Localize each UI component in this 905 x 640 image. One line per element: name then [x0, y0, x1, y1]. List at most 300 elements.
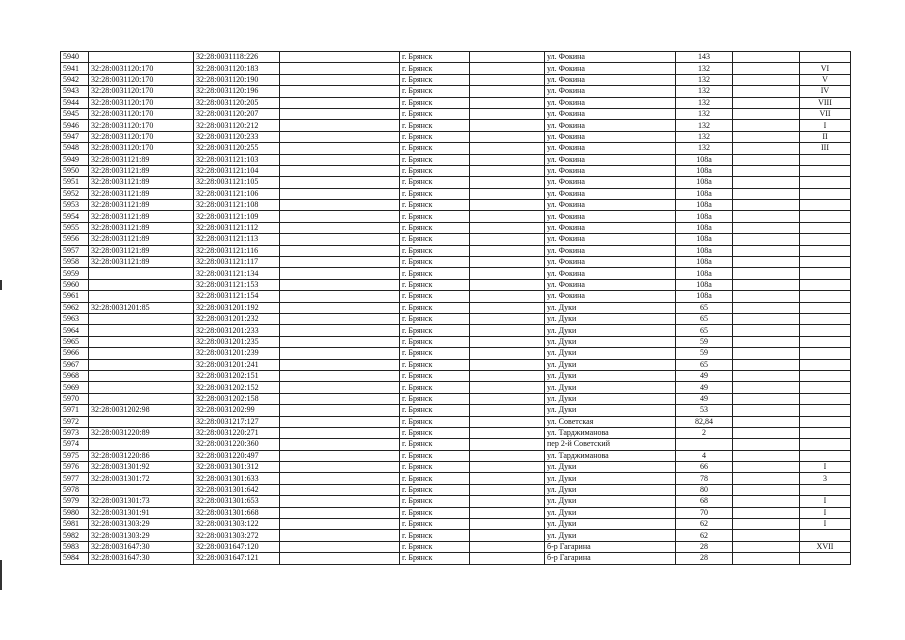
- parent-cadastral-number-cell: 32:28:0031121:89: [89, 211, 194, 222]
- blank-col-cell: [280, 519, 400, 530]
- street-cell: б-р Гагарина: [545, 553, 676, 564]
- city-cell: г. Брянск: [400, 507, 470, 518]
- street-cell: ул. Фокина: [545, 257, 676, 268]
- table-row: [61, 63, 851, 74]
- blank-col-cell: [470, 86, 545, 97]
- blank-col-cell: [733, 553, 800, 564]
- house-number-cell: 62: [676, 530, 733, 541]
- register-table: [60, 51, 851, 565]
- blank-col-cell: [470, 382, 545, 393]
- apartment-number-cell: [800, 165, 851, 176]
- apartment-number-cell: V: [800, 74, 851, 85]
- parent-cadastral-number-cell: 32:28:0031301:72: [89, 473, 194, 484]
- parent-cadastral-number-cell: 32:28:0031303:29: [89, 530, 194, 541]
- street-cell: ул. Дуки: [545, 348, 676, 359]
- table-row: [61, 348, 851, 359]
- blank-col-cell: [470, 336, 545, 347]
- house-number-cell: 132: [676, 120, 733, 131]
- blank-col-cell: [733, 313, 800, 324]
- blank-col-cell: [470, 52, 545, 63]
- cadastral-number-cell: 32:28:0031220:497: [194, 450, 280, 461]
- city-cell: г. Брянск: [400, 131, 470, 142]
- cadastral-number-cell: 32:28:0031301:653: [194, 496, 280, 507]
- cadastral-number-cell: 32:28:0031121:105: [194, 177, 280, 188]
- city-cell: г. Брянск: [400, 405, 470, 416]
- parent-cadastral-number-cell: [89, 279, 194, 290]
- blank-col-cell: [280, 427, 400, 438]
- blank-col-cell: [470, 359, 545, 370]
- row-number-cell: 5959: [61, 268, 89, 279]
- blank-col-cell: [470, 74, 545, 85]
- city-cell: г. Брянск: [400, 519, 470, 530]
- blank-col-cell: [470, 405, 545, 416]
- parent-cadastral-number-cell: [89, 313, 194, 324]
- table-row: [61, 496, 851, 507]
- street-cell: ул. Фокина: [545, 154, 676, 165]
- blank-col-cell: [733, 541, 800, 552]
- house-number-cell: 108а: [676, 291, 733, 302]
- city-cell: г. Брянск: [400, 97, 470, 108]
- apartment-number-cell: [800, 393, 851, 404]
- blank-col-cell: [470, 108, 545, 119]
- street-cell: ул. Фокина: [545, 177, 676, 188]
- blank-col-cell: [733, 143, 800, 154]
- house-number-cell: [676, 439, 733, 450]
- street-cell: ул. Фокина: [545, 74, 676, 85]
- table-row: [61, 541, 851, 552]
- parent-cadastral-number-cell: 32:28:0031120:170: [89, 131, 194, 142]
- apartment-number-cell: [800, 450, 851, 461]
- row-number-cell: 5980: [61, 507, 89, 518]
- city-cell: г. Брянск: [400, 530, 470, 541]
- street-cell: ул. Дуки: [545, 519, 676, 530]
- cadastral-number-cell: 32:28:0031121:109: [194, 211, 280, 222]
- city-cell: г. Брянск: [400, 143, 470, 154]
- house-number-cell: 53: [676, 405, 733, 416]
- apartment-number-cell: [800, 245, 851, 256]
- blank-col-cell: [470, 154, 545, 165]
- cadastral-number-cell: 32:28:0031201:241: [194, 359, 280, 370]
- city-cell: г. Брянск: [400, 52, 470, 63]
- house-number-cell: 143: [676, 52, 733, 63]
- blank-col-cell: [470, 530, 545, 541]
- blank-col-cell: [280, 154, 400, 165]
- blank-col-cell: [470, 120, 545, 131]
- blank-col-cell: [733, 348, 800, 359]
- street-cell: ул. Фокина: [545, 120, 676, 131]
- blank-col-cell: [470, 222, 545, 233]
- table-row: [61, 188, 851, 199]
- house-number-cell: 59: [676, 336, 733, 347]
- street-cell: ул. Фокина: [545, 188, 676, 199]
- apartment-number-cell: [800, 325, 851, 336]
- blank-col-cell: [470, 348, 545, 359]
- table-row: [61, 325, 851, 336]
- blank-col-cell: [280, 177, 400, 188]
- apartment-number-cell: [800, 234, 851, 245]
- city-cell: г. Брянск: [400, 302, 470, 313]
- blank-col-cell: [280, 131, 400, 142]
- city-cell: г. Брянск: [400, 439, 470, 450]
- cadastral-number-cell: 32:28:0031120:205: [194, 97, 280, 108]
- cadastral-number-cell: 32:28:0031647:121: [194, 553, 280, 564]
- row-number-cell: 5947: [61, 131, 89, 142]
- blank-col-cell: [470, 143, 545, 154]
- row-number-cell: 5981: [61, 519, 89, 530]
- house-number-cell: 132: [676, 131, 733, 142]
- apartment-number-cell: XVII: [800, 541, 851, 552]
- blank-col-cell: [280, 200, 400, 211]
- city-cell: г. Брянск: [400, 541, 470, 552]
- row-number-cell: 5973: [61, 427, 89, 438]
- cadastral-number-cell: 32:28:0031121:117: [194, 257, 280, 268]
- row-number-cell: 5962: [61, 302, 89, 313]
- apartment-number-cell: II: [800, 131, 851, 142]
- blank-col-cell: [470, 188, 545, 199]
- cadastral-number-cell: 32:28:0031202:151: [194, 370, 280, 381]
- row-number-cell: 5958: [61, 257, 89, 268]
- blank-col-cell: [470, 553, 545, 564]
- row-number-cell: 5944: [61, 97, 89, 108]
- apartment-number-cell: [800, 268, 851, 279]
- cadastral-number-cell: 32:28:0031217:127: [194, 416, 280, 427]
- parent-cadastral-number-cell: 32:28:0031647:30: [89, 553, 194, 564]
- blank-col-cell: [280, 484, 400, 495]
- blank-col-cell: [470, 302, 545, 313]
- parent-cadastral-number-cell: 32:28:0031120:170: [89, 86, 194, 97]
- street-cell: ул. Дуки: [545, 359, 676, 370]
- parent-cadastral-number-cell: 32:28:0031121:89: [89, 245, 194, 256]
- table-row: [61, 473, 851, 484]
- blank-col-cell: [280, 348, 400, 359]
- cadastral-number-cell: 32:28:0031121:106: [194, 188, 280, 199]
- house-number-cell: 108а: [676, 279, 733, 290]
- street-cell: ул. Дуки: [545, 325, 676, 336]
- parent-cadastral-number-cell: [89, 439, 194, 450]
- blank-col-cell: [470, 496, 545, 507]
- table-row: [61, 154, 851, 165]
- blank-col-cell: [470, 291, 545, 302]
- house-number-cell: 108а: [676, 177, 733, 188]
- row-number-cell: 5960: [61, 279, 89, 290]
- blank-col-cell: [733, 177, 800, 188]
- blank-col-cell: [280, 530, 400, 541]
- house-number-cell: 132: [676, 86, 733, 97]
- apartment-number-cell: [800, 279, 851, 290]
- blank-col-cell: [470, 234, 545, 245]
- blank-col-cell: [280, 279, 400, 290]
- city-cell: г. Брянск: [400, 74, 470, 85]
- house-number-cell: 70: [676, 507, 733, 518]
- blank-col-cell: [280, 302, 400, 313]
- blank-col-cell: [470, 393, 545, 404]
- blank-col-cell: [733, 519, 800, 530]
- street-cell: ул. Дуки: [545, 302, 676, 313]
- street-cell: ул. Дуки: [545, 496, 676, 507]
- blank-col-cell: [280, 507, 400, 518]
- blank-col-cell: [733, 370, 800, 381]
- blank-col-cell: [470, 131, 545, 142]
- street-cell: ул. Дуки: [545, 370, 676, 381]
- cadastral-number-cell: 32:28:0031220:360: [194, 439, 280, 450]
- street-cell: ул. Фокина: [545, 52, 676, 63]
- page-edge-mark: [0, 280, 2, 290]
- blank-col-cell: [470, 462, 545, 473]
- table-row: [61, 234, 851, 245]
- house-number-cell: 28: [676, 541, 733, 552]
- house-number-cell: 65: [676, 359, 733, 370]
- cadastral-number-cell: 32:28:0031120:212: [194, 120, 280, 131]
- street-cell: ул. Дуки: [545, 530, 676, 541]
- row-number-cell: 5945: [61, 108, 89, 119]
- row-number-cell: 5979: [61, 496, 89, 507]
- city-cell: г. Брянск: [400, 268, 470, 279]
- blank-col-cell: [733, 291, 800, 302]
- apartment-number-cell: [800, 530, 851, 541]
- city-cell: г. Брянск: [400, 427, 470, 438]
- blank-col-cell: [470, 507, 545, 518]
- table-row: [61, 393, 851, 404]
- street-cell: ул. Дуки: [545, 462, 676, 473]
- blank-col-cell: [733, 108, 800, 119]
- blank-col-cell: [280, 257, 400, 268]
- row-number-cell: 5970: [61, 393, 89, 404]
- blank-col-cell: [470, 313, 545, 324]
- city-cell: г. Брянск: [400, 291, 470, 302]
- blank-col-cell: [280, 222, 400, 233]
- row-number-cell: 5953: [61, 200, 89, 211]
- blank-col-cell: [280, 86, 400, 97]
- cadastral-number-cell: 32:28:0031121:112: [194, 222, 280, 233]
- parent-cadastral-number-cell: 32:28:0031220:89: [89, 427, 194, 438]
- blank-col-cell: [280, 496, 400, 507]
- table-row: [61, 86, 851, 97]
- blank-col-cell: [280, 143, 400, 154]
- blank-col-cell: [280, 359, 400, 370]
- blank-col-cell: [280, 211, 400, 222]
- blank-col-cell: [280, 165, 400, 176]
- blank-col-cell: [280, 234, 400, 245]
- cadastral-number-cell: 32:28:0031301:668: [194, 507, 280, 518]
- cadastral-number-cell: 32:28:0031120:255: [194, 143, 280, 154]
- house-number-cell: 132: [676, 108, 733, 119]
- parent-cadastral-number-cell: 32:28:0031121:89: [89, 177, 194, 188]
- street-cell: ул. Фокина: [545, 234, 676, 245]
- house-number-cell: 78: [676, 473, 733, 484]
- blank-col-cell: [733, 382, 800, 393]
- house-number-cell: 65: [676, 313, 733, 324]
- street-cell: ул. Фокина: [545, 245, 676, 256]
- apartment-number-cell: [800, 211, 851, 222]
- table-row: [61, 382, 851, 393]
- house-number-cell: 68: [676, 496, 733, 507]
- blank-col-cell: [280, 393, 400, 404]
- blank-col-cell: [470, 63, 545, 74]
- apartment-number-cell: I: [800, 496, 851, 507]
- city-cell: г. Брянск: [400, 154, 470, 165]
- blank-col-cell: [733, 200, 800, 211]
- city-cell: г. Брянск: [400, 496, 470, 507]
- street-cell: ул. Фокина: [545, 143, 676, 154]
- parent-cadastral-number-cell: 32:28:0031303:29: [89, 519, 194, 530]
- city-cell: г. Брянск: [400, 211, 470, 222]
- parent-cadastral-number-cell: 32:28:0031121:89: [89, 257, 194, 268]
- cadastral-number-cell: 32:28:0031301:312: [194, 462, 280, 473]
- blank-col-cell: [280, 313, 400, 324]
- table-row: [61, 370, 851, 381]
- blank-col-cell: [733, 120, 800, 131]
- table-row: [61, 74, 851, 85]
- cadastral-number-cell: 32:28:0031303:122: [194, 519, 280, 530]
- table-row: [61, 507, 851, 518]
- blank-col-cell: [280, 291, 400, 302]
- blank-col-cell: [733, 131, 800, 142]
- table-row: [61, 462, 851, 473]
- house-number-cell: 80: [676, 484, 733, 495]
- table-row: [61, 302, 851, 313]
- apartment-number-cell: [800, 177, 851, 188]
- apartment-number-cell: I: [800, 519, 851, 530]
- cadastral-number-cell: 32:28:0031201:232: [194, 313, 280, 324]
- city-cell: г. Брянск: [400, 222, 470, 233]
- apartment-number-cell: [800, 52, 851, 63]
- table-row: [61, 97, 851, 108]
- apartment-number-cell: [800, 416, 851, 427]
- blank-col-cell: [470, 541, 545, 552]
- apartment-number-cell: [800, 257, 851, 268]
- street-cell: ул. Фокина: [545, 268, 676, 279]
- street-cell: ул. Дуки: [545, 393, 676, 404]
- cadastral-number-cell: 32:28:0031201:235: [194, 336, 280, 347]
- blank-col-cell: [280, 450, 400, 461]
- parent-cadastral-number-cell: 32:28:0031201:85: [89, 302, 194, 313]
- blank-col-cell: [733, 245, 800, 256]
- blank-col-cell: [733, 154, 800, 165]
- blank-col-cell: [733, 450, 800, 461]
- parent-cadastral-number-cell: 32:28:0031202:98: [89, 405, 194, 416]
- street-cell: ул. Тарджиманова: [545, 450, 676, 461]
- table-row: [61, 245, 851, 256]
- table-row: [61, 268, 851, 279]
- city-cell: г. Брянск: [400, 473, 470, 484]
- cadastral-number-cell: 32:28:0031303:272: [194, 530, 280, 541]
- city-cell: г. Брянск: [400, 165, 470, 176]
- apartment-number-cell: [800, 188, 851, 199]
- house-number-cell: 132: [676, 97, 733, 108]
- parent-cadastral-number-cell: [89, 268, 194, 279]
- apartment-number-cell: 3: [800, 473, 851, 484]
- street-cell: ул. Фокина: [545, 222, 676, 233]
- apartment-number-cell: [800, 484, 851, 495]
- house-number-cell: 132: [676, 74, 733, 85]
- table-row: [61, 530, 851, 541]
- blank-col-cell: [280, 462, 400, 473]
- house-number-cell: 82,84: [676, 416, 733, 427]
- house-number-cell: 108а: [676, 200, 733, 211]
- city-cell: г. Брянск: [400, 348, 470, 359]
- table-row: [61, 52, 851, 63]
- table-row: [61, 120, 851, 131]
- street-cell: пер 2-й Советский: [545, 439, 676, 450]
- parent-cadastral-number-cell: [89, 359, 194, 370]
- blank-col-cell: [470, 211, 545, 222]
- apartment-number-cell: III: [800, 143, 851, 154]
- blank-col-cell: [280, 52, 400, 63]
- blank-col-cell: [470, 450, 545, 461]
- cadastral-number-cell: 32:28:0031202:158: [194, 393, 280, 404]
- row-number-cell: 5982: [61, 530, 89, 541]
- house-number-cell: 108а: [676, 245, 733, 256]
- blank-col-cell: [733, 359, 800, 370]
- house-number-cell: 108а: [676, 154, 733, 165]
- row-number-cell: 5968: [61, 370, 89, 381]
- table-row: [61, 450, 851, 461]
- city-cell: г. Брянск: [400, 313, 470, 324]
- parent-cadastral-number-cell: 32:28:0031121:89: [89, 165, 194, 176]
- row-number-cell: 5961: [61, 291, 89, 302]
- apartment-number-cell: [800, 382, 851, 393]
- house-number-cell: 66: [676, 462, 733, 473]
- cadastral-number-cell: 32:28:0031201:239: [194, 348, 280, 359]
- city-cell: г. Брянск: [400, 234, 470, 245]
- house-number-cell: 59: [676, 348, 733, 359]
- parent-cadastral-number-cell: [89, 393, 194, 404]
- page-edge-mark: [0, 560, 2, 590]
- apartment-number-cell: [800, 405, 851, 416]
- blank-col-cell: [470, 416, 545, 427]
- house-number-cell: 49: [676, 382, 733, 393]
- house-number-cell: 108а: [676, 188, 733, 199]
- blank-col-cell: [470, 200, 545, 211]
- apartment-number-cell: [800, 200, 851, 211]
- cadastral-number-cell: 32:28:0031121:108: [194, 200, 280, 211]
- table-row: [61, 143, 851, 154]
- blank-col-cell: [733, 473, 800, 484]
- row-number-cell: 5950: [61, 165, 89, 176]
- house-number-cell: 62: [676, 519, 733, 530]
- table-row: [61, 279, 851, 290]
- cadastral-number-cell: 32:28:0031220:271: [194, 427, 280, 438]
- parent-cadastral-number-cell: 32:28:0031120:170: [89, 120, 194, 131]
- street-cell: ул. Дуки: [545, 484, 676, 495]
- street-cell: ул. Фокина: [545, 165, 676, 176]
- street-cell: ул. Дуки: [545, 473, 676, 484]
- apartment-number-cell: VIII: [800, 97, 851, 108]
- house-number-cell: 49: [676, 393, 733, 404]
- blank-col-cell: [470, 473, 545, 484]
- cadastral-number-cell: 32:28:0031202:99: [194, 405, 280, 416]
- blank-col-cell: [470, 257, 545, 268]
- house-number-cell: 132: [676, 63, 733, 74]
- table-row: [61, 291, 851, 302]
- blank-col-cell: [733, 427, 800, 438]
- house-number-cell: 132: [676, 143, 733, 154]
- parent-cadastral-number-cell: [89, 416, 194, 427]
- blank-col-cell: [733, 279, 800, 290]
- blank-col-cell: [280, 108, 400, 119]
- cadastral-number-cell: 32:28:0031301:633: [194, 473, 280, 484]
- city-cell: г. Брянск: [400, 393, 470, 404]
- city-cell: г. Брянск: [400, 450, 470, 461]
- cadastral-number-cell: 32:28:0031121:103: [194, 154, 280, 165]
- blank-col-cell: [733, 257, 800, 268]
- parent-cadastral-number-cell: [89, 325, 194, 336]
- street-cell: ул. Фокина: [545, 291, 676, 302]
- city-cell: г. Брянск: [400, 279, 470, 290]
- parent-cadastral-number-cell: [89, 484, 194, 495]
- street-cell: ул. Дуки: [545, 382, 676, 393]
- apartment-number-cell: [800, 359, 851, 370]
